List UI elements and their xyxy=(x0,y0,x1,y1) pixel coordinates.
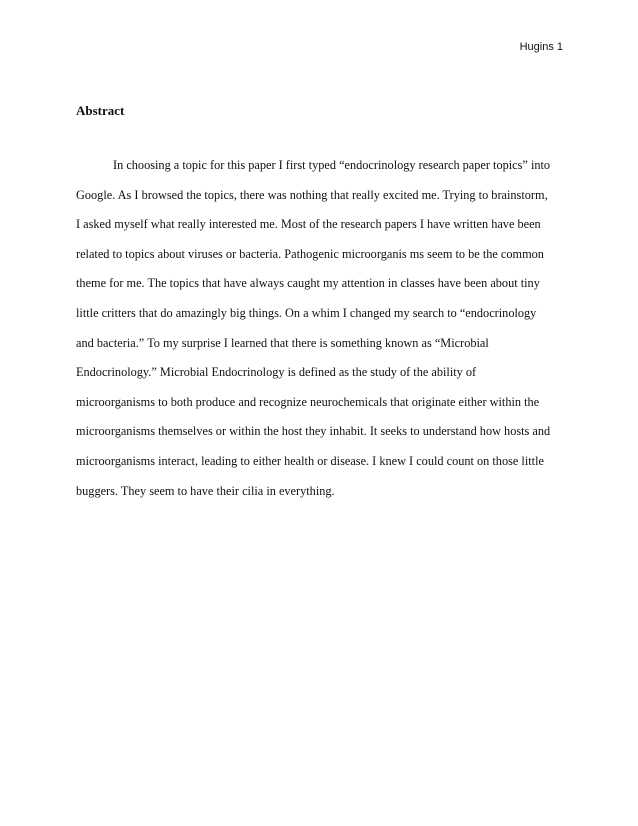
paragraph-line: I asked myself what really interested me. Most of the research papers I have written have been xyxy=(76,217,541,232)
paragraph-line: Endocrinology.” Microbial Endocrinology is defined as the study of the ability of xyxy=(76,365,477,380)
abstract-paragraph xyxy=(76,156,576,511)
paragraph-line: In choosing a topic for this paper I first typed “endocrinology research paper topics” into xyxy=(113,158,551,172)
section-heading: Abstract xyxy=(76,103,125,118)
paragraph-line: microorganisms interact, leading to either health or disease. I knew I could count on those little xyxy=(76,453,544,468)
paragraph-line: buggers. They seem to have their cilia in everything. xyxy=(76,483,335,498)
paragraph-line: Google. As I browsed the topics, there was nothing that really excited me. Trying to brainstorm, xyxy=(76,187,548,202)
paragraph-line: related to topics about viruses or bacteria. Pathogenic microorganis ms seem to be the common xyxy=(76,246,544,261)
paragraph-line: and bacteria.” To my surprise I learned that there is something known as “Microbial xyxy=(76,335,489,350)
paragraph-line: microorganisms themselves or within the host they inhabit. It seeks to understand how hosts and xyxy=(76,424,551,439)
paragraph-line: theme for me. The topics that have always caught my attention in classes have been about tiny xyxy=(76,276,540,291)
paragraph-line: microorganisms to both produce and recognize neurochemicals that originate either within the xyxy=(76,394,540,409)
running-head: Hugins 1 xyxy=(519,41,563,53)
paragraph-line: little critters that do amazingly big things. On a whim I changed my search to “endocrinology xyxy=(76,305,537,320)
